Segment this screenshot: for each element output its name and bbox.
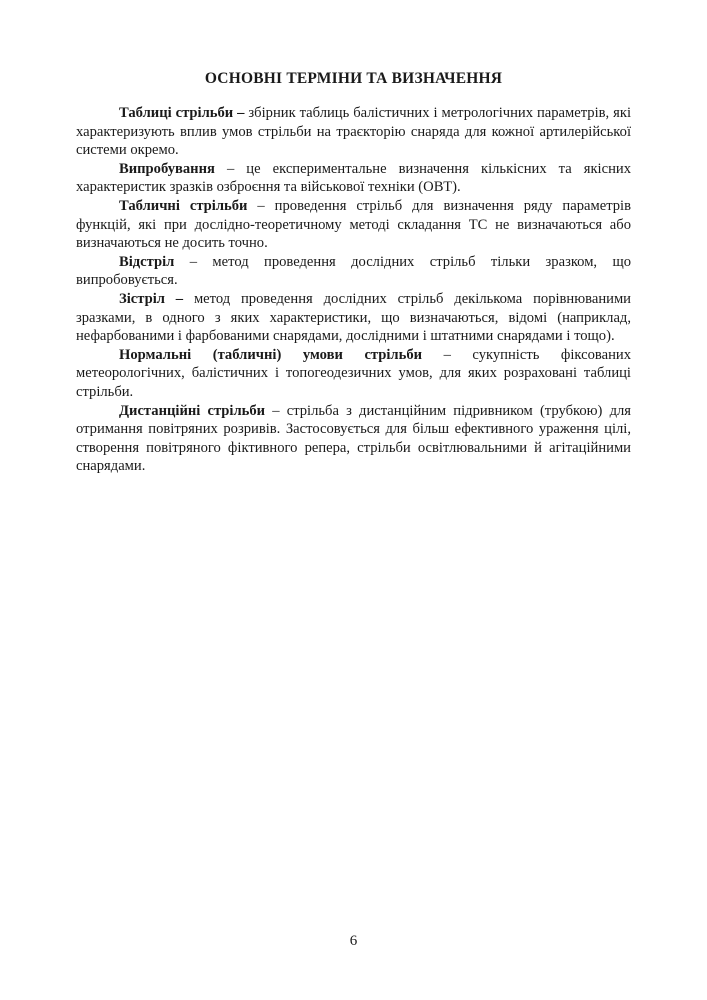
definition-text: збірник таблиць балістичних і метрологічних параметрів, які характеризують вплив умов стрільби на траєкторію снаряда для кожної артилерійської системи окремо. — [76, 105, 631, 159]
term: Таблиці стрільби – — [119, 105, 245, 121]
definition-text: метод проведення дослідних стрільб декількома порівнюваними зразками, в одного з яких характеристики, що визначаються, відомі (наприклад, нефарбованими і фарбованими снарядами, дослідними і штатними снарядами і тощо). — [76, 290, 631, 345]
definition-entry — [76, 160, 631, 197]
term: Нормальні (табличні) умови стрільби — [119, 346, 423, 363]
term: Випробування — [119, 160, 215, 177]
term: Табличні стрільби — [119, 197, 248, 214]
definition-text: – проведення стрільб для визначення ряду параметрів функцій, які при дослідно-теоретичному методі складання ТС не визначаються або визначаються не досить точно. — [76, 197, 631, 252]
definition-entry — [76, 290, 631, 346]
definition-entry — [76, 104, 631, 160]
term: Дистанційні стрільби — [119, 402, 266, 419]
definition-text: – це експериментальне визначення кількісних та якісних характеристик зразків озброєння та військової техніки (ОВТ). — [76, 160, 631, 196]
page-title: ОСНОВНІ ТЕРМІНИ ТА ВИЗНАЧЕННЯ — [204, 70, 503, 87]
definition-text: – сукупність фіксованих метеорологічних, балістичних і топогеодезичних умов, для яких розраховані таблиці стрільби. — [76, 346, 631, 400]
definition-entry — [76, 402, 631, 476]
term: Відстріл — [119, 253, 175, 270]
term: Зістріл – — [119, 290, 184, 307]
definition-entry — [76, 253, 631, 290]
page-number: 6 — [349, 933, 358, 949]
definition-text: – метод проведення дослідних стрільб тільки зразком, що випробовується. — [76, 253, 631, 289]
definitions-list — [76, 104, 631, 476]
definition-text: – стрільба з дистанційним підривником (трубкою) для отримання повітряних розривів. Застосовується для більш ефективного ураження цілі, створення повітряного фіктивного репера, стрільби освітлювальними й агітаційними снарядами. — [76, 402, 631, 475]
definition-entry — [76, 197, 631, 253]
definition-entry — [76, 346, 631, 402]
